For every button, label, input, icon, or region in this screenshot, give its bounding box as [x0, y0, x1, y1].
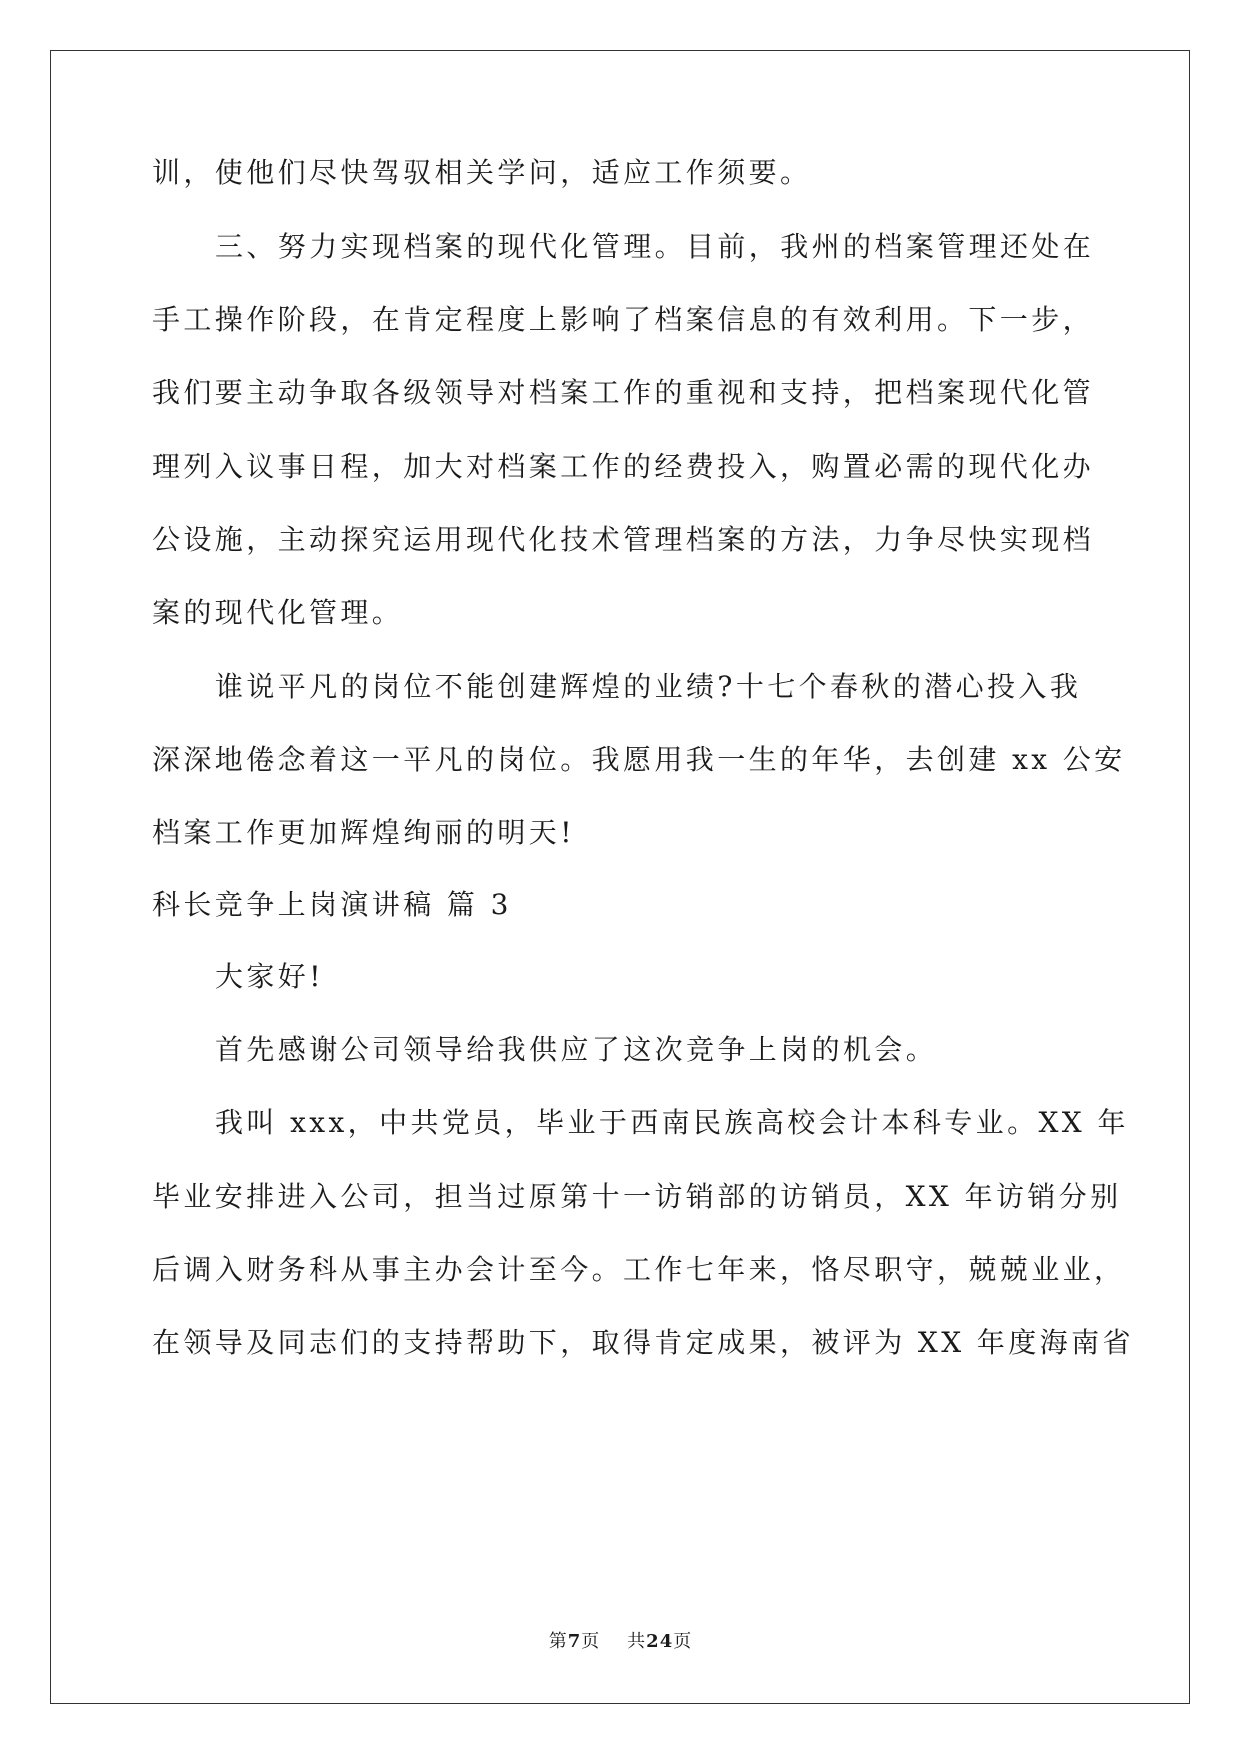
- text-line: 后调入财务科从事主办会计至今。工作七年来，恪尽职守，兢兢业业，: [152, 1253, 1126, 1286]
- text-line: 三、努力实现档案的现代化管理。目前，我州的档案管理还处在: [215, 230, 1095, 263]
- text-line: 我们要主动争取各级领导对档案工作的重视和支持，把档案现代化管: [152, 376, 1095, 409]
- footer-page-suffix: 页: [581, 1631, 601, 1652]
- text-line: 毕业安排进入公司，担当过原第十一访销部的访销员，XX 年访销分别: [152, 1180, 1122, 1213]
- text-line: 我叫 xxx，中共党员，毕业于西南民族高校会计本科专业。XX 年: [215, 1106, 1129, 1139]
- text-line: 理列入议事日程，加大对档案工作的经费投入，购置必需的现代化办: [152, 450, 1095, 483]
- text-line: 公设施，主动探究运用现代化技术管理档案的方法，力争尽快实现档: [152, 523, 1095, 556]
- footer-prefix: 第: [548, 1631, 568, 1652]
- text-line: 深深地倦念着这一平凡的岗位。我愿用我一生的年华，去创建 xx 公安: [152, 743, 1126, 776]
- total-pages: 24: [646, 1631, 674, 1652]
- text-line: 大家好!: [215, 960, 324, 993]
- text-line: 在领导及同志们的支持帮助下，取得肯定成果，被评为 XX 年度海南省: [152, 1326, 1134, 1359]
- text-line: 档案工作更加辉煌绚丽的明天!: [152, 816, 575, 849]
- footer-total-prefix: 共: [627, 1631, 647, 1652]
- text-line: 案的现代化管理。: [152, 596, 404, 629]
- page-number: 7: [567, 1631, 582, 1652]
- section-heading: 科长竞争上岗演讲稿 篇 3: [152, 888, 512, 921]
- page-footer: [0, 1630, 1241, 1654]
- footer-total-suffix: 页: [673, 1631, 693, 1652]
- text-line: 训，使他们尽快驾驭相关学问，适应工作须要。: [152, 156, 812, 189]
- page-border: [50, 50, 1190, 1704]
- text-line: 手工操作阶段，在肯定程度上影响了档案信息的有效利用。下一步，: [152, 303, 1095, 336]
- text-line: 首先感谢公司领导给我供应了这次竞争上岗的机会。: [215, 1033, 938, 1066]
- text-line: 谁说平凡的岗位不能创建辉煌的业绩?十七个春秋的潜心投入我: [215, 670, 1082, 703]
